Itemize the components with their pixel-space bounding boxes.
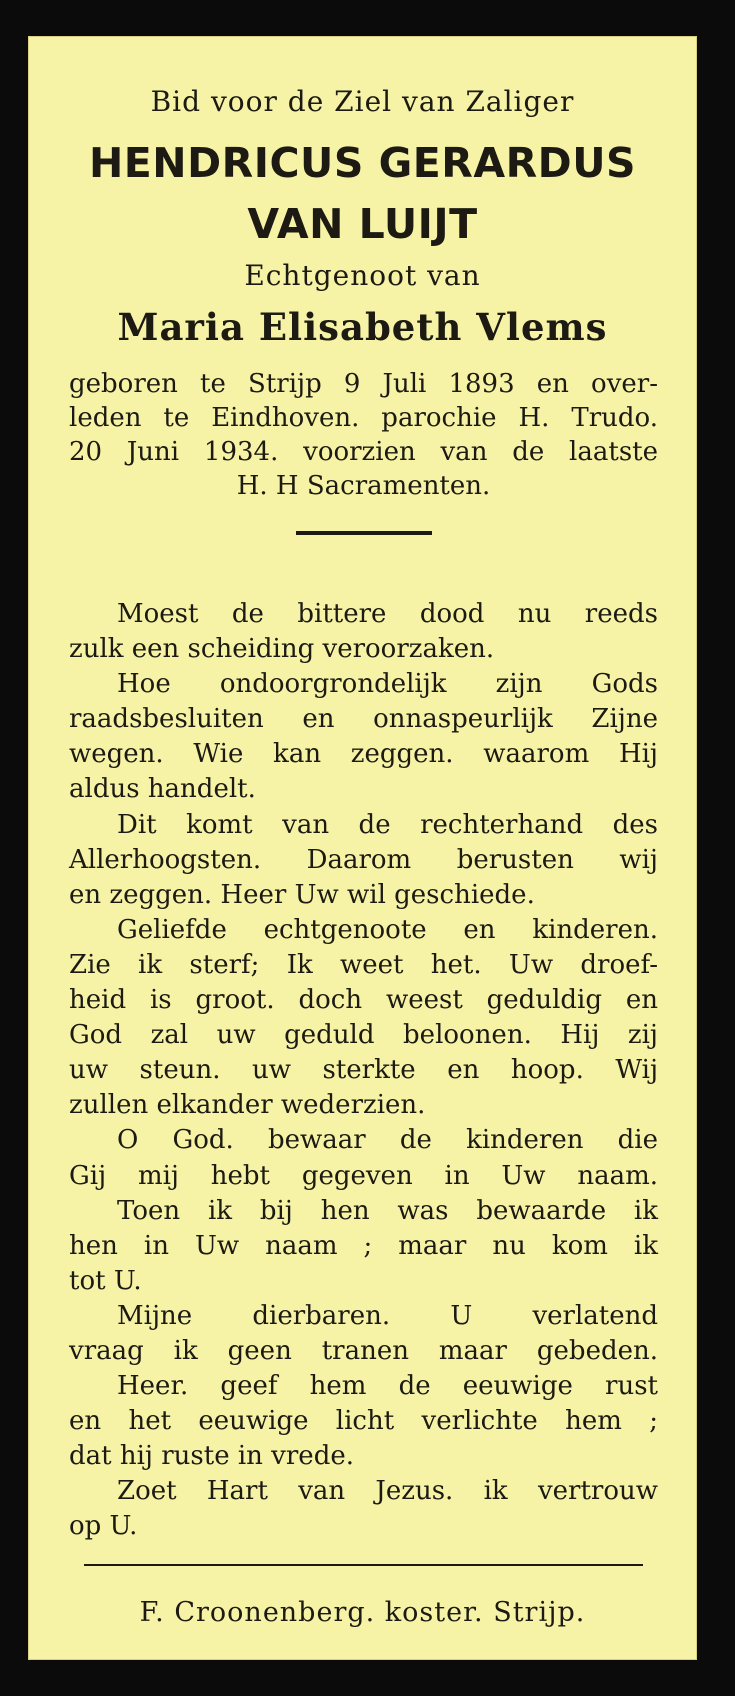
prayer-line: op U. <box>69 1511 138 1542</box>
prayer-line: Allerhoogsten. Daarom berusten wij <box>69 844 658 875</box>
prayer-line: Zoet Hart van Jezus. ik vertrouw <box>117 1476 658 1507</box>
prayer-line: raadsbesluiten en onnaspeurlijk Zijne <box>69 704 658 735</box>
prayer-text <box>69 597 658 1545</box>
prayer-line: heid is groot. doch weest geduldig en <box>69 985 658 1016</box>
prayer-line: aldus handelt. <box>69 774 256 805</box>
deceased-name-line2: VAN LUIJT <box>247 200 478 248</box>
biography-paragraph <box>69 367 658 503</box>
short-divider <box>296 531 432 535</box>
prayer-line: dat hij ruste in vrede. <box>69 1441 354 1472</box>
bio-line: 20 Juni 1934. voorzien van de laatste <box>69 437 658 467</box>
prayer-line: Hoe ondoorgrondelijk zijn Gods <box>117 669 658 700</box>
prayer-line: zullen elkander wederzien. <box>69 1090 426 1121</box>
prayer-line: Gij mij hebt gegeven in Uw naam. <box>69 1160 658 1191</box>
prayer-line: vraag ik geen tranen maar gebeden. <box>69 1335 658 1366</box>
bio-line: H. H Sacramenten. <box>236 471 491 501</box>
prayer-line: Mijne dierbaren. U verlatend <box>117 1300 658 1331</box>
prayer-line: wegen. Wie kan zeggen. waarom Hij <box>69 739 658 770</box>
printer-credit: F. Croonenberg. koster. Strijp. <box>139 1597 586 1628</box>
prayer-line: en het eeuwige licht verlichte hem ; <box>69 1406 658 1437</box>
bio-line: leden te Eindhoven. parochie H. Trudo. <box>69 403 658 433</box>
prayer-line: Geliefde echtgenoote en kinderen. <box>117 914 658 945</box>
prayer-line: Moest de bittere dood nu reeds <box>117 599 658 629</box>
bio-line: geboren te Strijp 9 Juli 1893 en over- <box>69 369 658 399</box>
prayer-line: Dit komt van de rechterhand des <box>117 809 658 840</box>
invocation-text: Bid voor de Ziel van Zaliger <box>150 85 575 118</box>
prayer-line: tot U. <box>69 1265 142 1296</box>
prayer-line: Zie ik sterf; Ik weet het. Uw droef- <box>69 949 658 980</box>
deceased-name-line1: HENDRICUS GERARDUS <box>88 139 637 187</box>
prayer-line: O God. bewaar de kinderen die <box>117 1125 658 1156</box>
prayer-line: zulk een scheiding veroorzaken. <box>69 634 495 665</box>
memorial-card <box>28 36 697 1660</box>
prayer-line: en zeggen. Heer Uw wil geschiede. <box>69 879 535 910</box>
prayer-line: God zal uw geduld beloonen. Hij zij <box>69 1020 658 1051</box>
long-divider <box>84 1564 643 1566</box>
prayer-line: hen in Uw naam ; maar nu kom ik <box>69 1230 658 1261</box>
spouse-name: Maria Elisabeth Vlems <box>117 305 608 349</box>
spouse-label: Echtgenoot van <box>244 259 481 292</box>
prayer-line: Heer. geef hem de eeuwige rust <box>117 1371 658 1402</box>
prayer-line: Toen ik bij hen was bewaarde ik <box>117 1195 658 1226</box>
prayer-line: uw steun. uw sterkte en hoop. Wij <box>69 1055 658 1086</box>
